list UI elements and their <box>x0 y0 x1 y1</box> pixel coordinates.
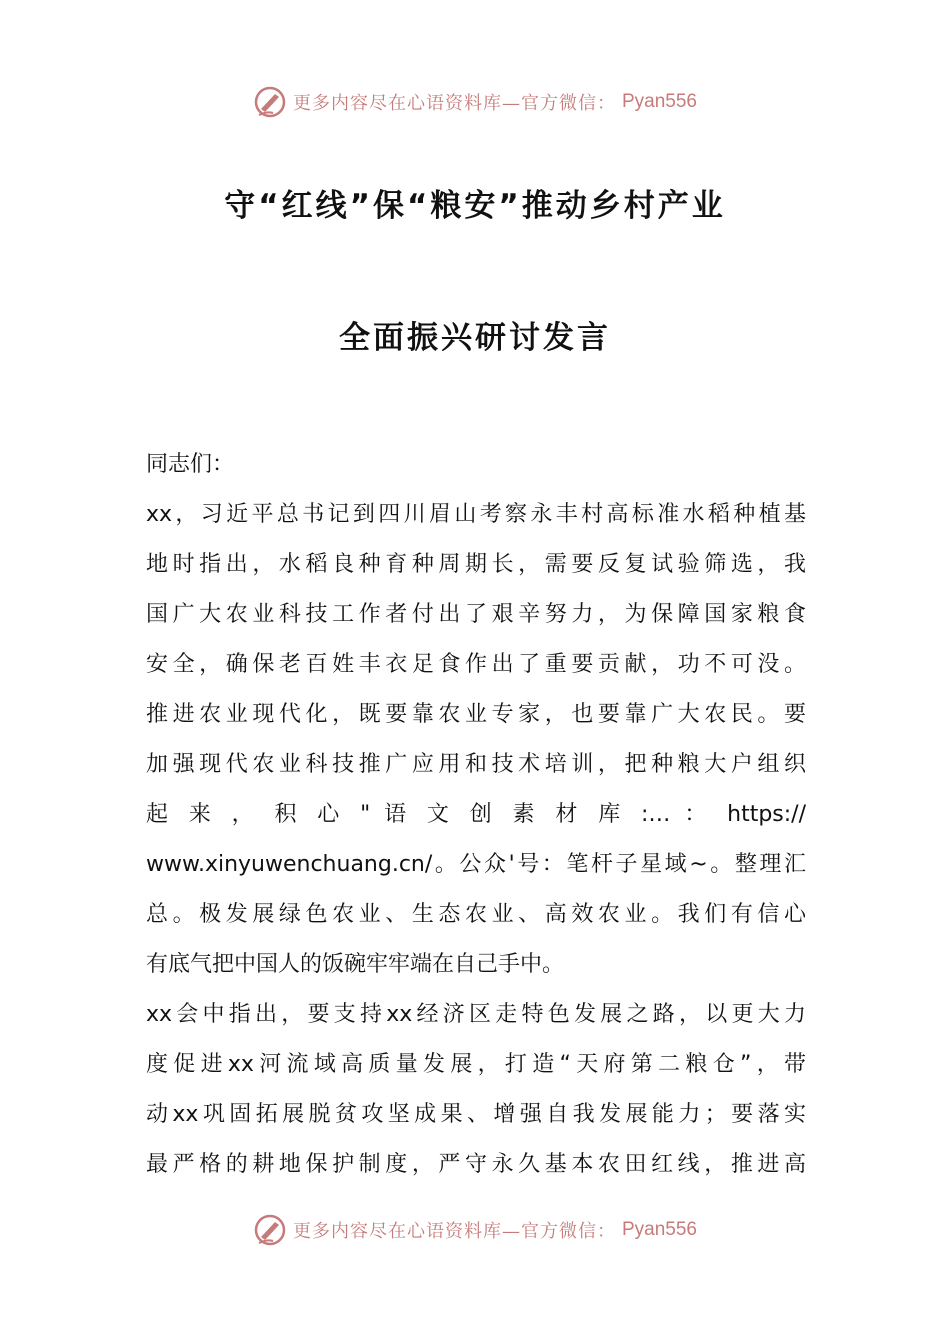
body-line: 起 来 ， 积 心 " 语 文 创 素 材 库 :… ： https:// <box>146 802 806 827</box>
watermark-text: 更多内容尽在心语资料库—官方微信： <box>292 93 616 114</box>
body-line: 推进农业现代化，既要靠农业专家，也要靠广大农民。要 <box>146 702 806 727</box>
body-line: www.xinyuwenchuang.cn/。公众'号：笔杆子星域~。整理汇 <box>146 852 806 877</box>
header-watermark <box>0 82 950 122</box>
body-line: 度促进xx河流域高质量发展，打造“天府第二粮仓”，带 <box>146 1052 806 1077</box>
body-line: 最严格的耕地保护制度，严守永久基本农田红线，推进高 <box>146 1152 806 1177</box>
body-line: 地时指出，水稻良种育种周期长，需要反复试验筛选，我 <box>146 552 806 577</box>
body-line: xx，习近平总书记到四川眉山考察永丰村高标准水稻种植基 <box>146 502 806 527</box>
page-title-line-2: 全面振兴研讨发言 <box>339 320 611 356</box>
page-title-line-1: 守“红线”保“粮安”推动乡村产业 <box>224 188 726 224</box>
watermark-wechat-id: Pyan556 <box>621 1219 697 1240</box>
footer-watermark <box>0 1210 950 1250</box>
body-line: 动xx巩固拓展脱贫攻坚成果、增强自我发展能力；要落实 <box>146 1102 806 1127</box>
body-line: 加强现代农业科技推广应用和技术培训，把种粮大户组织 <box>146 752 806 777</box>
pen-logo-icon <box>253 1213 287 1247</box>
body-line: 有底气把中国人的饭碗牢牢端在自己手中。 <box>146 952 565 977</box>
speech-body <box>146 440 806 1190</box>
body-line: 国广大农业科技工作者付出了艰辛努力，为保障国家粮食 <box>146 602 806 627</box>
watermark-text: 更多内容尽在心语资料库—官方微信： <box>292 1221 616 1242</box>
greeting-line: 同志们： <box>146 452 235 477</box>
body-line: 总。极发展绿色农业、生态农业、高效农业。我们有信心 <box>146 902 806 927</box>
watermark-wechat-id: Pyan556 <box>621 91 697 112</box>
pen-logo-icon <box>253 85 287 119</box>
body-line: xx会中指出，要支持xx经济区走特色发展之路，以更大力 <box>146 1002 806 1027</box>
body-line: 安全，确保老百姓丰衣足食作出了重要贡献，功不可没。 <box>146 652 806 677</box>
